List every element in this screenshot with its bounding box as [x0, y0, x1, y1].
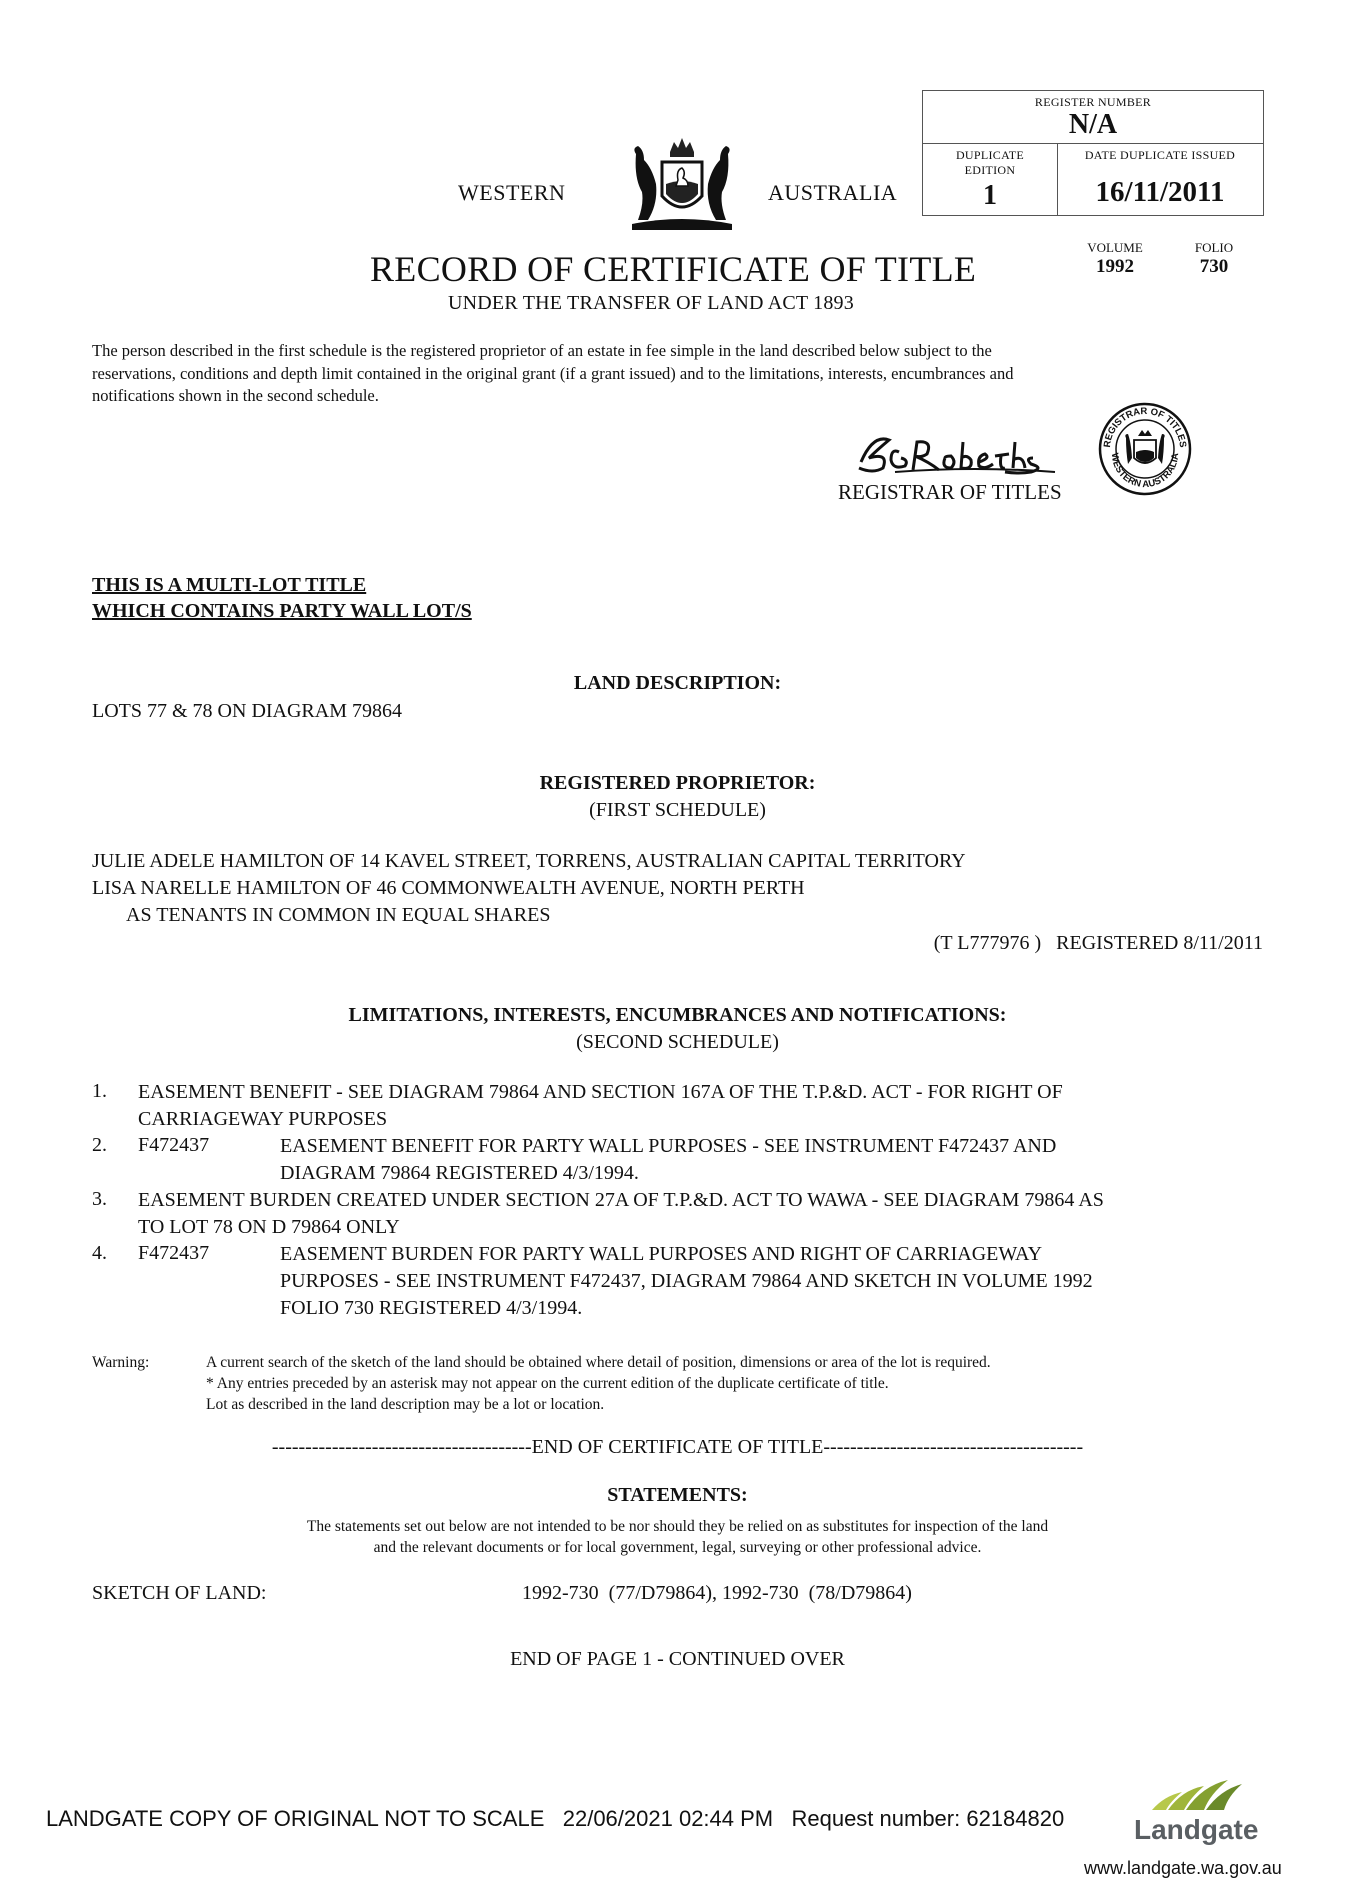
- intro-line-1: The person described in the first schedule is the registered proprietor of an estate in fee simple in the land described below subject to the: [92, 341, 992, 360]
- footer-copy-note: [46, 1806, 1064, 1832]
- landgate-url: www.landgate.wa.gov.au: [1084, 1858, 1282, 1878]
- footer-timestamp: 22/06/2021 02:44 PM: [562, 1806, 774, 1831]
- limitation-ref: F472437: [138, 1134, 210, 1156]
- register-number-value: N/A: [1068, 109, 1118, 140]
- duplicate-edition-label-2: EDITION: [964, 163, 1016, 177]
- sketch-of-land-value: 1992-730 (77/D79864), 1992-730 (78/D79864): [522, 1582, 912, 1604]
- limitation-line: PURPOSES - SEE INSTRUMENT F472437, DIAGRAM 79864 AND SKETCH IN VOLUME 1992: [280, 1270, 1093, 1292]
- limitation-text: [138, 1079, 1063, 1133]
- end-of-certificate-line: ---------------------------------------END OF CERTIFICATE OF TITLE---------------------------------------: [271, 1436, 1084, 1458]
- statements-heading: STATEMENTS:: [607, 1484, 748, 1506]
- proprietor-line-3: AS TENANTS IN COMMON IN EQUAL SHARES: [126, 904, 551, 926]
- limitation-number: 2.: [92, 1134, 107, 1156]
- seal-text-top: REGISTRAR OF TITLES: [1101, 405, 1189, 449]
- limitation-ref: F472437: [138, 1242, 210, 1264]
- registrar-signature: [855, 428, 1075, 480]
- limitation-line: EASEMENT BENEFIT - SEE DIAGRAM 79864 AND SECTION 167A OF THE T.P.&D. ACT - FOR RIGHT OF: [138, 1081, 1063, 1103]
- seal-text-bottom: WESTERN AUSTRALIA: [1108, 452, 1182, 491]
- limitation-number: 1.: [92, 1080, 107, 1102]
- warning-line-3: Lot as described in the land description may be a lot or location.: [206, 1396, 605, 1413]
- coat-of-arms-emblem: [622, 134, 742, 238]
- limitation-text: [280, 1241, 1093, 1322]
- proprietor-registration: (T L777976 ) REGISTERED 8/11/2011: [933, 932, 1263, 954]
- limitations-heading: LIMITATIONS, INTERESTS, ENCUMBRANCES AND NOTIFICATIONS:: [348, 1004, 1007, 1026]
- intro-line-2: reservations, conditions and depth limit contained in the original grant (if a grant issued) and to the limitations, interests, encumbrances and: [92, 363, 1014, 383]
- volume-value: 1992: [1096, 256, 1134, 277]
- duplicate-edition-label-1: DUPLICATE: [955, 148, 1025, 162]
- proprietor-line-1: JULIE ADELE HAMILTON OF 14 KAVEL STREET, TORRENS, AUSTRALIAN CAPITAL TERRITORY: [92, 850, 966, 872]
- statements-note-line-2: and the relevant documents or for local government, legal, surveying or other professional advice.: [373, 1539, 982, 1556]
- limitation-line: CARRIAGEWAY PURPOSES: [138, 1108, 388, 1130]
- land-description-text: LOTS 77 & 78 ON DIAGRAM 79864: [92, 700, 402, 722]
- register-box: [922, 90, 1264, 216]
- registrar-seal: [1098, 402, 1192, 496]
- landgate-brand: Landgate: [1134, 1814, 1259, 1845]
- warning-label: Warning:: [92, 1354, 150, 1371]
- limitation-line: EASEMENT BENEFIT FOR PARTY WALL PURPOSES - SEE INSTRUMENT F472437 AND: [280, 1135, 1057, 1157]
- limitation-line: EASEMENT BURDEN CREATED UNDER SECTION 27A OF T.P.&D. ACT TO WAWA - SEE DIAGRAM 79864 AS: [138, 1189, 1104, 1211]
- limitation-number: 3.: [92, 1188, 107, 1210]
- end-of-page-notice: END OF PAGE 1 - CONTINUED OVER: [510, 1648, 845, 1670]
- state-name-left: WESTERN: [458, 180, 566, 205]
- sketch-of-land-label: SKETCH OF LAND:: [92, 1582, 267, 1604]
- date-issued-label: DATE DUPLICATE ISSUED: [1084, 148, 1236, 162]
- state-name-right: AUSTRALIA: [768, 180, 898, 205]
- warning-line-2: * Any entries preceded by an asterisk may not appear on the current edition of the duplicate certificate of title.: [206, 1375, 889, 1392]
- multi-lot-notice: [92, 572, 472, 624]
- warning-line-1: A current search of the sketch of the land should be obtained where detail of position, dimensions or area of the lot is required.: [206, 1354, 991, 1371]
- limitation-line: EASEMENT BURDEN FOR PARTY WALL PURPOSES AND RIGHT OF CARRIAGEWAY: [280, 1243, 1043, 1265]
- landgate-logo-icon: [1148, 1776, 1244, 1814]
- limitation-text: [280, 1133, 1056, 1187]
- volume-label: VOLUME: [1087, 240, 1143, 255]
- document-title: RECORD OF CERTIFICATE OF TITLE: [370, 249, 977, 289]
- multi-lot-line-1: THIS IS A MULTI-LOT TITLE: [92, 574, 367, 596]
- proprietor-heading: REGISTERED PROPRIETOR:: [539, 772, 816, 794]
- limitation-number: 4.: [92, 1242, 107, 1264]
- folio-value: 730: [1199, 256, 1229, 277]
- folio-label: FOLIO: [1194, 240, 1234, 255]
- intro-line-3: notifications shown in the second schedule.: [92, 386, 379, 405]
- footer-copy-text: LANDGATE COPY OF ORIGINAL NOT TO SCALE: [46, 1806, 545, 1831]
- duplicate-edition-value: 1: [983, 180, 997, 211]
- limitation-text: [138, 1187, 1104, 1241]
- intro-paragraph: [92, 340, 1152, 408]
- multi-lot-line-2: WHICH CONTAINS PARTY WALL LOT/S: [92, 600, 472, 622]
- register-number-label: REGISTER NUMBER: [1034, 95, 1152, 109]
- land-description-heading: LAND DESCRIPTION:: [573, 672, 782, 694]
- date-issued-value: 16/11/2011: [1095, 176, 1225, 208]
- limitation-line: DIAGRAM 79864 REGISTERED 4/3/1994.: [280, 1162, 639, 1184]
- statements-note-line-1: The statements set out below are not intended to be nor should they be relied on as substitutes for inspection of the land: [306, 1518, 1049, 1535]
- footer-request-number: Request number: 62184820: [791, 1806, 1065, 1831]
- document-subtitle: UNDER THE TRANSFER OF LAND ACT 1893: [448, 292, 854, 314]
- proprietor-subheading: (FIRST SCHEDULE): [589, 799, 766, 821]
- registrar-title: REGISTRAR OF TITLES: [838, 480, 1062, 504]
- limitation-line: FOLIO 730 REGISTERED 4/3/1994.: [280, 1297, 583, 1319]
- limitations-subheading: (SECOND SCHEDULE): [576, 1031, 779, 1053]
- statements-note: [0, 1516, 1345, 1558]
- proprietor-line-2: LISA NARELLE HAMILTON OF 46 COMMONWEALTH AVENUE, NORTH PERTH: [92, 877, 805, 899]
- warning-text: [206, 1352, 1306, 1415]
- limitation-line: TO LOT 78 ON D 79864 ONLY: [138, 1216, 400, 1238]
